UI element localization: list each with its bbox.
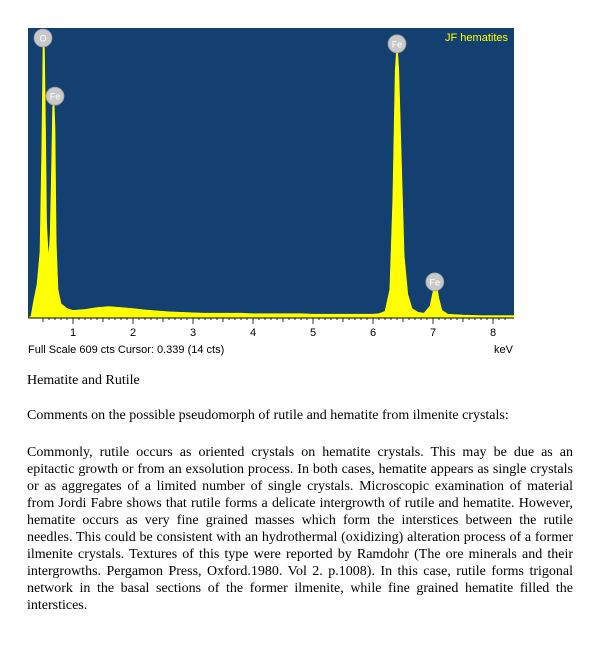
x-tick-label: 7	[429, 327, 437, 339]
x-tick-label: 2	[129, 327, 137, 339]
x-axis-ticks	[43, 318, 505, 339]
x-tick-label: 4	[249, 327, 257, 339]
x-tick-label: 8	[489, 327, 497, 339]
peak-marker	[426, 273, 444, 291]
peak-marker	[34, 29, 52, 47]
chart-title: JF hematites	[445, 32, 508, 44]
status-line: Full Scale 609 cts Cursor: 0.339 (14 cts)	[28, 344, 225, 356]
comments-heading: Comments on the possible pseudomorph of rutile and hematite from ilmenite crystals:	[27, 408, 509, 423]
x-tick-label: 6	[369, 327, 377, 339]
caption-title: Hematite and Rutile	[27, 373, 140, 388]
x-tick-label: 3	[189, 327, 197, 339]
peak-label: Fe	[49, 91, 61, 102]
peak-marker	[388, 35, 406, 53]
plot-area	[28, 28, 514, 318]
body-paragraph: Commonly, rutile occurs as oriented crystals on hematite crystals. This may be due as an epitactic growth or from an exsolution process. In both cases, hematite appears as single crystals or as aggregates of a limited number of single crystals. Microscopic examination of material from Jordi Fabre shows that rutile forms a delicate intergrowth of rutile and hematite. However, hematite occurs as very fine grained masses which form the interstices between the rutile needles. This could be consistent with an hydrothermal (oxidizing) alteration process of a former ilmenite crystals. Textures of this type were reported by Ramdohr (The ore minerals and their intergrowths. Pergamon Press, Oxford.1980. Vol 2. p.1008). In this case, rutile forms trigonal network in the basal sections of the former ilmenite, while fine grained hematite filled the interstices.	[27, 445, 573, 613]
peak-label: Fe	[391, 39, 403, 50]
x-axis-unit: keV	[494, 344, 513, 356]
x-tick-label: 1	[69, 327, 77, 339]
x-tick-label: 5	[309, 327, 317, 339]
peak-label: O	[39, 33, 47, 44]
peak-marker	[46, 87, 64, 105]
peak-label: Fe	[429, 277, 441, 288]
eds-spectrum-chart	[26, 26, 526, 360]
